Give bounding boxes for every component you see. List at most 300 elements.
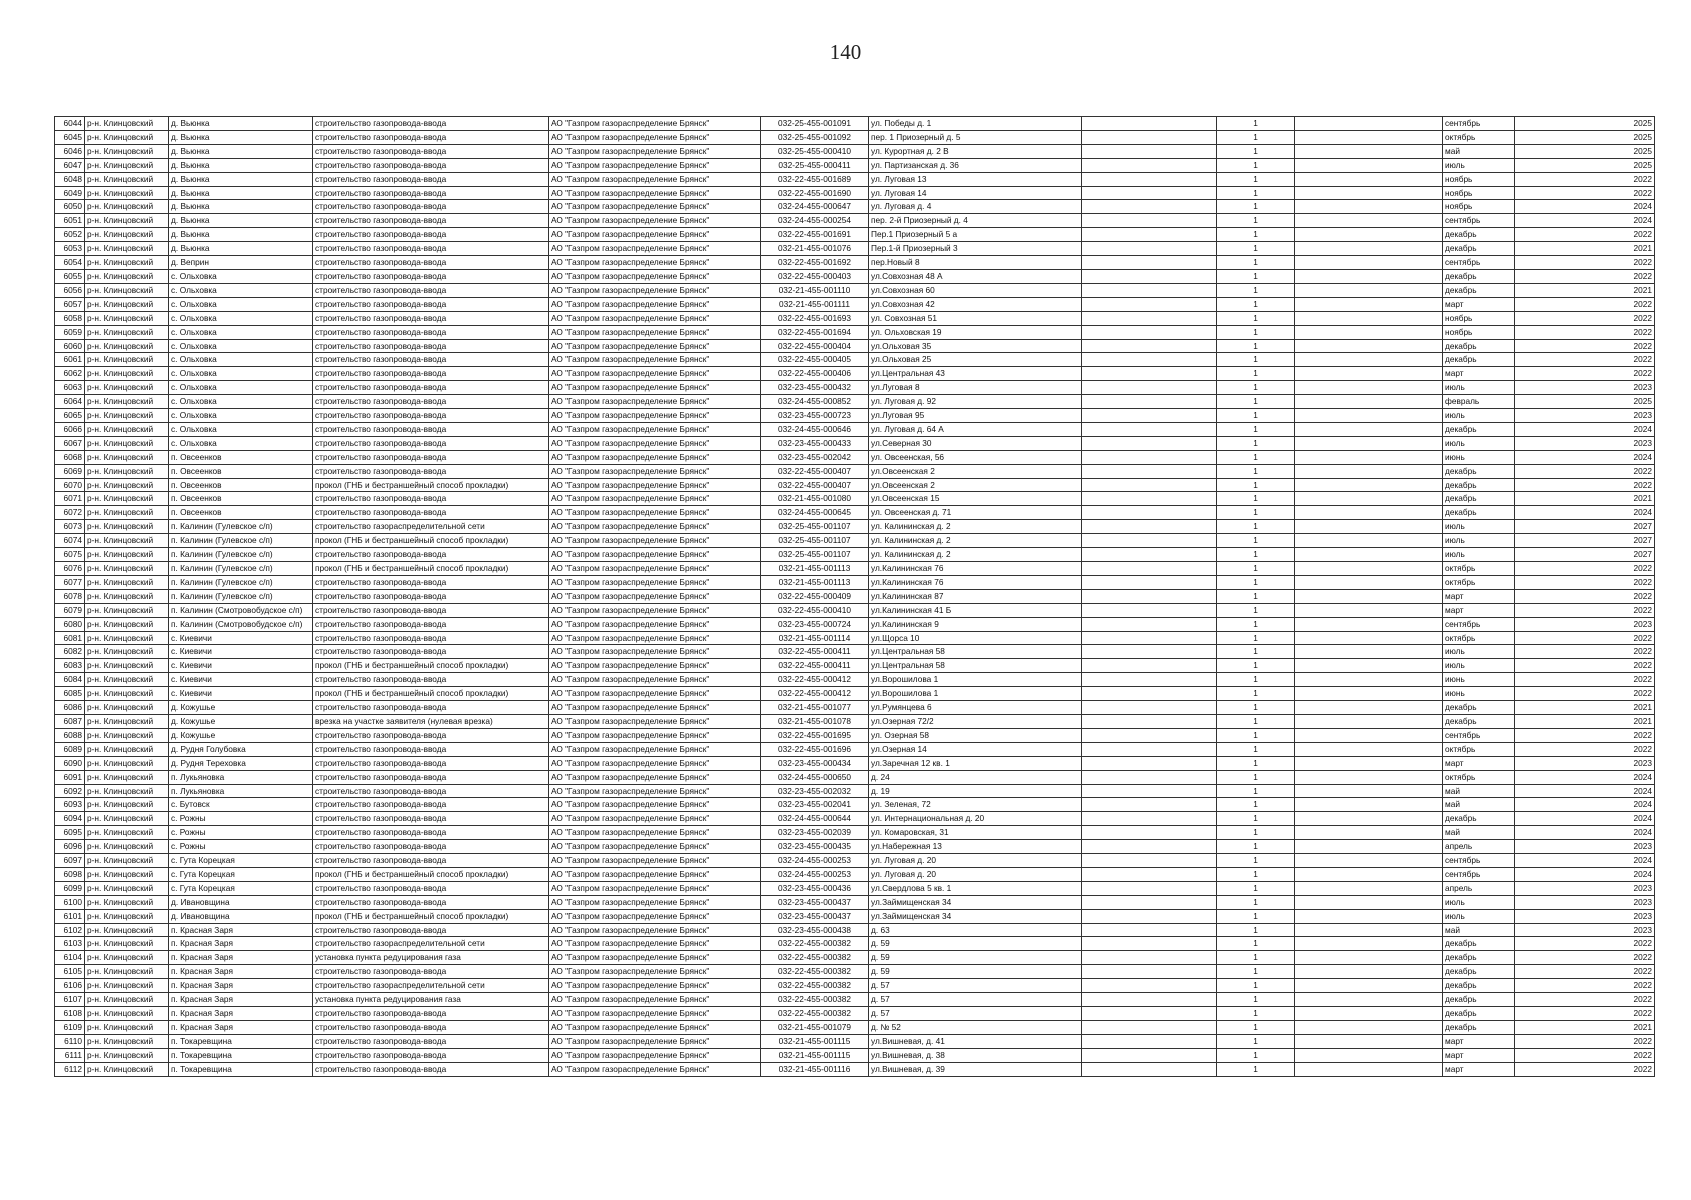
empty-cell-cell [1082, 283, 1217, 297]
settlement-cell: с. Ольховка [169, 339, 313, 353]
district-cell: р-н. Клинцовский [85, 881, 169, 895]
empty-cell-cell [1295, 1034, 1443, 1048]
address-cell: ул.Свердлова 5 кв. 1 [869, 881, 1082, 895]
organization-cell: АО "Газпром газораспределение Брянск" [549, 826, 761, 840]
year-cell: 2023 [1515, 840, 1655, 854]
empty-cell-cell [1295, 742, 1443, 756]
organization-cell: АО "Газпром газораспределение Брянск" [549, 951, 761, 965]
address-cell: ул.Калининская 41 Б [869, 603, 1082, 617]
application-code-cell: 032-23-455-000724 [761, 617, 869, 631]
organization-cell: АО "Газпром газораспределение Брянск" [549, 770, 761, 784]
organization-cell: АО "Газпром газораспределение Брянск" [549, 409, 761, 423]
work-type-cell: прокол (ГНБ и бестраншейный способ прокладки) [313, 659, 549, 673]
address-cell: ул.Ольховая 25 [869, 353, 1082, 367]
table-row [55, 631, 1655, 645]
address-cell: ул.Луговая 95 [869, 409, 1082, 423]
work-type-cell: прокол (ГНБ и бестраншейный способ прокладки) [313, 867, 549, 881]
table-row [55, 422, 1655, 436]
row-number-cell: 6063 [55, 381, 85, 395]
quantity-cell: 1 [1217, 172, 1295, 186]
district-cell: р-н. Клинцовский [85, 742, 169, 756]
address-cell: ул. Луговая д. 20 [869, 867, 1082, 881]
year-cell: 2022 [1515, 659, 1655, 673]
empty-cell-cell [1295, 381, 1443, 395]
month-cell: октябрь [1443, 575, 1515, 589]
empty-cell-cell [1295, 200, 1443, 214]
empty-cell-cell [1295, 589, 1443, 603]
year-cell: 2024 [1515, 826, 1655, 840]
organization-cell: АО "Газпром газораспределение Брянск" [549, 895, 761, 909]
empty-cell-cell [1295, 770, 1443, 784]
empty-cell-cell [1082, 172, 1217, 186]
district-cell: р-н. Клинцовский [85, 1034, 169, 1048]
address-cell: Пер.1-й Приозерный 3 [869, 242, 1082, 256]
work-type-cell: строительство газопровода-ввода [313, 144, 549, 158]
row-number-cell: 6100 [55, 895, 85, 909]
address-cell: д. 19 [869, 784, 1082, 798]
address-cell: д. 57 [869, 993, 1082, 1007]
row-number-cell: 6107 [55, 993, 85, 1007]
settlement-cell: с. Ольховка [169, 325, 313, 339]
application-code-cell: 032-23-455-000436 [761, 881, 869, 895]
application-code-cell: 032-22-455-001689 [761, 172, 869, 186]
month-cell: июль [1443, 409, 1515, 423]
row-number-cell: 6087 [55, 714, 85, 728]
year-cell: 2023 [1515, 909, 1655, 923]
empty-cell-cell [1082, 645, 1217, 659]
application-code-cell: 032-25-455-001092 [761, 130, 869, 144]
work-type-cell: строительство газопровода-ввода [313, 728, 549, 742]
empty-cell-cell [1082, 728, 1217, 742]
empty-cell-cell [1082, 770, 1217, 784]
district-cell: р-н. Клинцовский [85, 130, 169, 144]
year-cell: 2023 [1515, 617, 1655, 631]
district-cell: р-н. Клинцовский [85, 937, 169, 951]
work-type-cell: строительство газопровода-ввода [313, 186, 549, 200]
application-code-cell: 032-24-455-000646 [761, 422, 869, 436]
year-cell: 2022 [1515, 367, 1655, 381]
empty-cell-cell [1295, 951, 1443, 965]
month-cell: март [1443, 1034, 1515, 1048]
organization-cell: АО "Газпром газораспределение Брянск" [549, 645, 761, 659]
organization-cell: АО "Газпром газораспределение Брянск" [549, 728, 761, 742]
empty-cell-cell [1295, 506, 1443, 520]
table-row [55, 339, 1655, 353]
row-number-cell: 6070 [55, 478, 85, 492]
district-cell: р-н. Клинцовский [85, 228, 169, 242]
month-cell: март [1443, 297, 1515, 311]
district-cell: р-н. Клинцовский [85, 1007, 169, 1021]
quantity-cell: 1 [1217, 756, 1295, 770]
organization-cell: АО "Газпром газораспределение Брянск" [549, 117, 761, 131]
empty-cell-cell [1295, 701, 1443, 715]
month-cell: июль [1443, 381, 1515, 395]
district-cell: р-н. Клинцовский [85, 854, 169, 868]
month-cell: сентябрь [1443, 214, 1515, 228]
work-type-cell: строительство газопровода-ввода [313, 645, 549, 659]
year-cell: 2022 [1515, 951, 1655, 965]
address-cell: ул.Центральная 58 [869, 659, 1082, 673]
organization-cell: АО "Газпром газораспределение Брянск" [549, 812, 761, 826]
table-row [55, 172, 1655, 186]
organization-cell: АО "Газпром газораспределение Брянск" [549, 228, 761, 242]
month-cell: июль [1443, 520, 1515, 534]
table-row [55, 979, 1655, 993]
district-cell: р-н. Клинцовский [85, 409, 169, 423]
empty-cell-cell [1295, 965, 1443, 979]
table-row [55, 186, 1655, 200]
empty-cell-cell [1082, 381, 1217, 395]
address-cell: ул.Северная 30 [869, 436, 1082, 450]
table-row [55, 534, 1655, 548]
application-code-cell: 032-24-455-000254 [761, 214, 869, 228]
empty-cell-cell [1295, 450, 1443, 464]
quantity-cell: 1 [1217, 1007, 1295, 1021]
month-cell: декабрь [1443, 228, 1515, 242]
row-number-cell: 6084 [55, 673, 85, 687]
application-code-cell: 032-23-455-002042 [761, 450, 869, 464]
district-cell: р-н. Клинцовский [85, 256, 169, 270]
empty-cell-cell [1295, 242, 1443, 256]
organization-cell: АО "Газпром газораспределение Брянск" [549, 172, 761, 186]
work-type-cell: строительство газопровода-ввода [313, 367, 549, 381]
year-cell: 2022 [1515, 965, 1655, 979]
application-code-cell: 032-23-455-000433 [761, 436, 869, 450]
settlement-cell: п. Токаревщина [169, 1034, 313, 1048]
empty-cell-cell [1082, 701, 1217, 715]
address-cell: ул.Набережная 13 [869, 840, 1082, 854]
quantity-cell: 1 [1217, 450, 1295, 464]
organization-cell: АО "Газпром газораспределение Брянск" [549, 589, 761, 603]
empty-cell-cell [1082, 603, 1217, 617]
empty-cell-cell [1082, 436, 1217, 450]
empty-cell-cell [1082, 117, 1217, 131]
table-row [55, 464, 1655, 478]
month-cell: сентябрь [1443, 867, 1515, 881]
row-number-cell: 6057 [55, 297, 85, 311]
address-cell: ул. Луговая д. 92 [869, 395, 1082, 409]
settlement-cell: д. Кожушье [169, 714, 313, 728]
quantity-cell: 1 [1217, 867, 1295, 881]
settlement-cell: с. Ольховка [169, 395, 313, 409]
row-number-cell: 6047 [55, 158, 85, 172]
empty-cell-cell [1295, 144, 1443, 158]
address-cell: ул. Луговая д. 64 А [869, 422, 1082, 436]
district-cell: р-н. Клинцовский [85, 659, 169, 673]
settlement-cell: п. Красная Заря [169, 965, 313, 979]
work-type-cell: прокол (ГНБ и бестраншейный способ прокладки) [313, 687, 549, 701]
quantity-cell: 1 [1217, 840, 1295, 854]
table-row [55, 325, 1655, 339]
table-row [55, 256, 1655, 270]
organization-cell: АО "Газпром газораспределение Брянск" [549, 840, 761, 854]
row-number-cell: 6066 [55, 422, 85, 436]
empty-cell-cell [1295, 534, 1443, 548]
table-row [55, 867, 1655, 881]
address-cell: д. 59 [869, 937, 1082, 951]
empty-cell-cell [1295, 297, 1443, 311]
application-code-cell: 032-25-455-001107 [761, 534, 869, 548]
address-cell: ул.Овсеенская 2 [869, 464, 1082, 478]
organization-cell: АО "Газпром газораспределение Брянск" [549, 422, 761, 436]
settlement-cell: с. Киевичи [169, 631, 313, 645]
empty-cell-cell [1082, 589, 1217, 603]
empty-cell-cell [1082, 214, 1217, 228]
district-cell: р-н. Клинцовский [85, 520, 169, 534]
quantity-cell: 1 [1217, 534, 1295, 548]
quantity-cell: 1 [1217, 311, 1295, 325]
address-cell: пер. 1 Приозерный д. 5 [869, 130, 1082, 144]
application-code-cell: 032-25-455-000410 [761, 144, 869, 158]
empty-cell-cell [1295, 979, 1443, 993]
settlement-cell: с. Киевичи [169, 673, 313, 687]
settlement-cell: д. Рудня Тереховка [169, 756, 313, 770]
settlement-cell: п. Калинин (Смотровобудское с/п) [169, 603, 313, 617]
quantity-cell: 1 [1217, 492, 1295, 506]
empty-cell-cell [1082, 687, 1217, 701]
row-number-cell: 6059 [55, 325, 85, 339]
address-cell: ул.Калининская 76 [869, 562, 1082, 576]
empty-cell-cell [1295, 923, 1443, 937]
row-number-cell: 6089 [55, 742, 85, 756]
settlement-cell: д. Вьюнка [169, 242, 313, 256]
district-cell: р-н. Клинцовский [85, 158, 169, 172]
work-type-cell: строительство газопровода-ввода [313, 812, 549, 826]
organization-cell: АО "Газпром газораспределение Брянск" [549, 631, 761, 645]
quantity-cell: 1 [1217, 242, 1295, 256]
table-body [55, 117, 1655, 1077]
application-code-cell: 032-23-455-000432 [761, 381, 869, 395]
settlement-cell: п. Калинин (Гулевское с/п) [169, 520, 313, 534]
empty-cell-cell [1295, 422, 1443, 436]
organization-cell: АО "Газпром газораспределение Брянск" [549, 506, 761, 520]
work-type-cell: строительство газопровода-ввода [313, 631, 549, 645]
quantity-cell: 1 [1217, 367, 1295, 381]
row-number-cell: 6105 [55, 965, 85, 979]
application-code-cell: 032-22-455-000404 [761, 339, 869, 353]
month-cell: март [1443, 589, 1515, 603]
table-row [55, 242, 1655, 256]
application-code-cell: 032-24-455-000253 [761, 867, 869, 881]
district-cell: р-н. Клинцовский [85, 172, 169, 186]
empty-cell-cell [1295, 909, 1443, 923]
address-cell: ул.Заречная 12 кв. 1 [869, 756, 1082, 770]
district-cell: р-н. Клинцовский [85, 422, 169, 436]
table-row [55, 381, 1655, 395]
application-code-cell: 032-21-455-001080 [761, 492, 869, 506]
empty-cell-cell [1082, 756, 1217, 770]
address-cell: ул. Овсеенская д. 71 [869, 506, 1082, 520]
row-number-cell: 6046 [55, 144, 85, 158]
application-code-cell: 032-24-455-000647 [761, 200, 869, 214]
empty-cell-cell [1082, 311, 1217, 325]
month-cell: декабрь [1443, 951, 1515, 965]
empty-cell-cell [1295, 840, 1443, 854]
row-number-cell: 6091 [55, 770, 85, 784]
month-cell: декабрь [1443, 965, 1515, 979]
work-type-cell: строительство газопровода-ввода [313, 269, 549, 283]
application-code-cell: 032-21-455-001111 [761, 297, 869, 311]
row-number-cell: 6075 [55, 548, 85, 562]
work-type-cell: строительство газораспределительной сети [313, 520, 549, 534]
empty-cell-cell [1082, 923, 1217, 937]
quantity-cell: 1 [1217, 297, 1295, 311]
quantity-cell: 1 [1217, 562, 1295, 576]
year-cell: 2024 [1515, 812, 1655, 826]
table-row [55, 1020, 1655, 1034]
year-cell: 2022 [1515, 325, 1655, 339]
quantity-cell: 1 [1217, 1048, 1295, 1062]
empty-cell-cell [1082, 1062, 1217, 1076]
empty-cell-cell [1082, 979, 1217, 993]
month-cell: декабрь [1443, 492, 1515, 506]
quantity-cell: 1 [1217, 283, 1295, 297]
row-number-cell: 6053 [55, 242, 85, 256]
application-code-cell: 032-22-455-001695 [761, 728, 869, 742]
row-number-cell: 6099 [55, 881, 85, 895]
empty-cell-cell [1295, 575, 1443, 589]
work-type-cell: строительство газопровода-ввода [313, 311, 549, 325]
district-cell: р-н. Клинцовский [85, 297, 169, 311]
table-row [55, 798, 1655, 812]
quantity-cell: 1 [1217, 575, 1295, 589]
settlement-cell: с. Рожны [169, 812, 313, 826]
empty-cell-cell [1295, 520, 1443, 534]
table-row [55, 353, 1655, 367]
work-type-cell: строительство газопровода-ввода [313, 923, 549, 937]
table-row [55, 1034, 1655, 1048]
address-cell: ул. Калининская д. 2 [869, 534, 1082, 548]
row-number-cell: 6073 [55, 520, 85, 534]
work-type-cell: строительство газопровода-ввода [313, 840, 549, 854]
year-cell: 2022 [1515, 339, 1655, 353]
application-code-cell: 032-25-455-001107 [761, 548, 869, 562]
application-code-cell: 032-23-455-002039 [761, 826, 869, 840]
settlement-cell: с. Рожны [169, 840, 313, 854]
application-code-cell: 032-22-455-000412 [761, 673, 869, 687]
quantity-cell: 1 [1217, 395, 1295, 409]
empty-cell-cell [1082, 562, 1217, 576]
work-type-cell: прокол (ГНБ и бестраншейный способ прокладки) [313, 909, 549, 923]
quantity-cell: 1 [1217, 742, 1295, 756]
district-cell: р-н. Клинцовский [85, 798, 169, 812]
empty-cell-cell [1082, 1048, 1217, 1062]
empty-cell-cell [1295, 714, 1443, 728]
year-cell: 2022 [1515, 562, 1655, 576]
quantity-cell: 1 [1217, 520, 1295, 534]
application-code-cell: 032-22-455-000403 [761, 269, 869, 283]
district-cell: р-н. Клинцовский [85, 242, 169, 256]
year-cell: 2022 [1515, 937, 1655, 951]
settlement-cell: п. Красная Заря [169, 979, 313, 993]
quantity-cell: 1 [1217, 645, 1295, 659]
application-code-cell: 032-21-455-001116 [761, 1062, 869, 1076]
settlement-cell: д. Вьюнка [169, 158, 313, 172]
organization-cell: АО "Газпром газораспределение Брянск" [549, 186, 761, 200]
district-cell: р-н. Клинцовский [85, 436, 169, 450]
table-row [55, 951, 1655, 965]
row-number-cell: 6071 [55, 492, 85, 506]
quantity-cell: 1 [1217, 673, 1295, 687]
empty-cell-cell [1295, 130, 1443, 144]
empty-cell-cell [1082, 631, 1217, 645]
work-type-cell: строительство газопровода-ввода [313, 283, 549, 297]
month-cell: июнь [1443, 687, 1515, 701]
application-code-cell: 032-23-455-000434 [761, 756, 869, 770]
empty-cell-cell [1082, 520, 1217, 534]
address-cell: пер.Новый 8 [869, 256, 1082, 270]
address-cell: ул. Комаровская, 31 [869, 826, 1082, 840]
work-type-cell: строительство газопровода-ввода [313, 673, 549, 687]
empty-cell-cell [1295, 228, 1443, 242]
district-cell: р-н. Клинцовский [85, 1020, 169, 1034]
district-cell: р-н. Клинцовский [85, 353, 169, 367]
year-cell: 2024 [1515, 422, 1655, 436]
year-cell: 2022 [1515, 728, 1655, 742]
settlement-cell: п. Калинин (Гулевское с/п) [169, 562, 313, 576]
quantity-cell: 1 [1217, 1062, 1295, 1076]
district-cell: р-н. Клинцовский [85, 492, 169, 506]
year-cell: 2022 [1515, 1007, 1655, 1021]
empty-cell-cell [1082, 812, 1217, 826]
month-cell: апрель [1443, 840, 1515, 854]
year-cell: 2022 [1515, 228, 1655, 242]
application-code-cell: 032-22-455-001692 [761, 256, 869, 270]
quantity-cell: 1 [1217, 589, 1295, 603]
district-cell: р-н. Клинцовский [85, 756, 169, 770]
row-number-cell: 6060 [55, 339, 85, 353]
row-number-cell: 6055 [55, 269, 85, 283]
application-code-cell: 032-22-455-000405 [761, 353, 869, 367]
empty-cell-cell [1295, 256, 1443, 270]
row-number-cell: 6058 [55, 311, 85, 325]
empty-cell-cell [1082, 450, 1217, 464]
empty-cell-cell [1082, 158, 1217, 172]
quantity-cell: 1 [1217, 993, 1295, 1007]
table-row [55, 269, 1655, 283]
year-cell: 2024 [1515, 854, 1655, 868]
district-cell: р-н. Клинцовский [85, 895, 169, 909]
table-row [55, 283, 1655, 297]
organization-cell: АО "Газпром газораспределение Брянск" [549, 701, 761, 715]
district-cell: р-н. Клинцовский [85, 701, 169, 715]
empty-cell-cell [1082, 353, 1217, 367]
organization-cell: АО "Газпром газораспределение Брянск" [549, 881, 761, 895]
quantity-cell: 1 [1217, 325, 1295, 339]
district-cell: р-н. Клинцовский [85, 506, 169, 520]
quantity-cell: 1 [1217, 464, 1295, 478]
empty-cell-cell [1082, 144, 1217, 158]
empty-cell-cell [1082, 951, 1217, 965]
district-cell: р-н. Клинцовский [85, 909, 169, 923]
empty-cell-cell [1082, 659, 1217, 673]
address-cell: ул.Совхозная 42 [869, 297, 1082, 311]
work-type-cell: строительство газопровода-ввода [313, 492, 549, 506]
year-cell: 2022 [1515, 1034, 1655, 1048]
month-cell: июнь [1443, 673, 1515, 687]
quantity-cell: 1 [1217, 422, 1295, 436]
table-row [55, 436, 1655, 450]
work-type-cell: прокол (ГНБ и бестраншейный способ прокладки) [313, 534, 549, 548]
organization-cell: АО "Газпром газораспределение Брянск" [549, 784, 761, 798]
application-code-cell: 032-22-455-001694 [761, 325, 869, 339]
organization-cell: АО "Газпром газораспределение Брянск" [549, 979, 761, 993]
row-number-cell: 6101 [55, 909, 85, 923]
application-code-cell: 032-24-455-000645 [761, 506, 869, 520]
year-cell: 2027 [1515, 534, 1655, 548]
work-type-cell: строительство газопровода-ввода [313, 256, 549, 270]
table-row [55, 659, 1655, 673]
